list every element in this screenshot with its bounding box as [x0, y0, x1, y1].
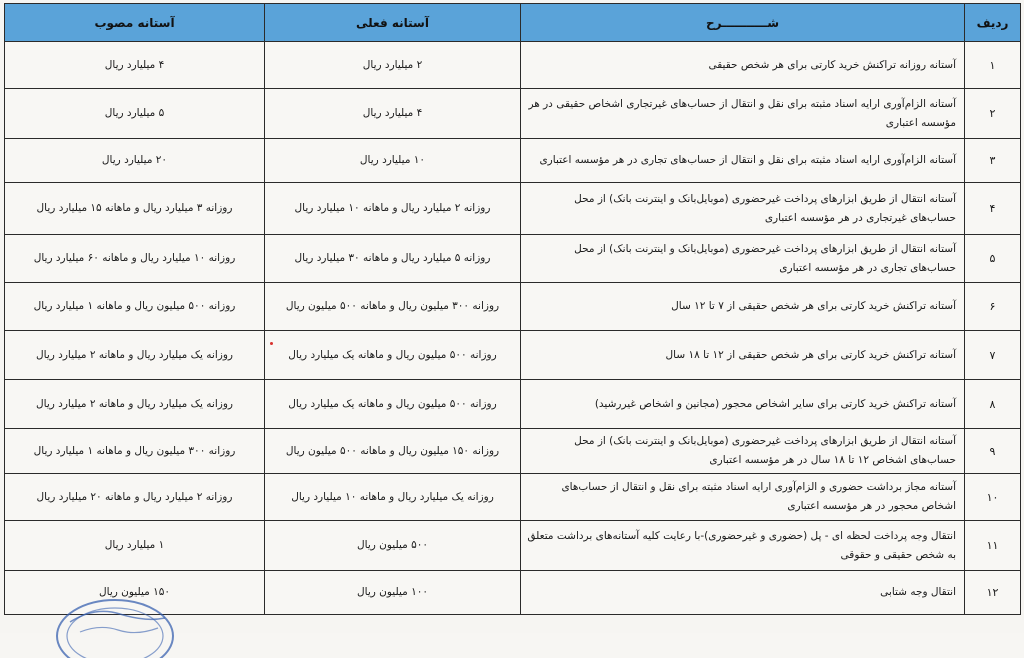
row-number: ۱۲ [965, 571, 1021, 615]
row-approved-threshold: روزانه ۲ میلیارد ریال و ماهانه ۲۰ میلیارد ریال [5, 474, 265, 521]
row-approved-threshold: روزانه یک میلیارد ریال و ماهانه ۲ میلیارد ریال [5, 380, 265, 429]
row-description: آستانه انتقال از طریق ابزارهای پرداخت غیرحضوری (موبایل‌بانک و اینترنت بانک) از محل حساب‌های غیرتجاری در هر مؤسسه اعتباری [521, 183, 965, 235]
row-current-threshold: ۵۰۰ میلیون ریال [265, 521, 521, 571]
row-current-threshold: روزانه ۳۰۰ میلیون ریال و ماهانه ۵۰۰ میلیون ریال [265, 283, 521, 331]
row-number: ۸ [965, 380, 1021, 429]
row-description: آستانه انتقال از طریق ابزارهای پرداخت غیرحضوری (موبایل‌بانک و اینترنت بانک) از محل حساب‌های اشخاص ۱۲ تا ۱۸ سال در هر مؤسسه اعتباری [521, 429, 965, 474]
table-row [5, 139, 1021, 183]
row-approved-threshold: روزانه یک میلیارد ریال و ماهانه ۲ میلیارد ریال [5, 331, 265, 380]
row-number: ۱ [965, 42, 1021, 89]
row-approved-threshold: ۱۵۰ میلیون ریال [5, 571, 265, 615]
row-description: آستانه تراکنش خرید کارتی برای هر شخص حقیقی از ۷ تا ۱۲ سال [521, 283, 965, 331]
row-current-threshold: روزانه ۲ میلیارد ریال و ماهانه ۱۰ میلیارد ریال [265, 183, 521, 235]
row-current-threshold: ۱۰۰ میلیون ریال [265, 571, 521, 615]
thresholds-table [4, 3, 1021, 615]
row-description: آستانه مجاز برداشت حضوری و الزام‌آوری ارایه اسناد مثبته برای نقل و انتقال از حساب‌های اشخاص محجور در هر مؤسسه اعتباری [521, 474, 965, 521]
header-description: شـــــــــــرح [521, 4, 965, 42]
row-number: ۴ [965, 183, 1021, 235]
header-row [5, 4, 1021, 42]
table-row [5, 521, 1021, 571]
table-row [5, 42, 1021, 89]
row-number: ۹ [965, 429, 1021, 474]
row-current-threshold: روزانه ۱۵۰ میلیون ریال و ماهانه ۵۰۰ میلیون ریال [265, 429, 521, 474]
row-number: ۳ [965, 139, 1021, 183]
row-number: ۷ [965, 331, 1021, 380]
row-current-threshold: روزانه ۵۰۰ میلیون ریال و ماهانه یک میلیارد ریال [265, 380, 521, 429]
row-description: آستانه الزام‌آوری ارایه اسناد مثبته برای نقل و انتقال از حساب‌های غیرتجاری اشخاص حقیقی در هر مؤسسه اعتباری [521, 89, 965, 139]
table-row [5, 571, 1021, 615]
row-current-threshold: ۱۰ میلیارد ریال [265, 139, 521, 183]
row-current-threshold: روزانه یک میلیارد ریال و ماهانه ۱۰ میلیارد ریال [265, 474, 521, 521]
header-approved-threshold: آستانه مصوب [5, 4, 265, 42]
row-approved-threshold: روزانه ۳۰۰ میلیون ریال و ماهانه ۱ میلیارد ریال [5, 429, 265, 474]
row-current-threshold: روزانه ۵۰۰ میلیون ریال و ماهانه یک میلیارد ریال [265, 331, 521, 380]
row-description: آستانه انتقال از طریق ابزارهای پرداخت غیرحضوری (موبایل‌بانک و اینترنت بانک) از محل حساب‌های تجاری در هر مؤسسه اعتباری [521, 235, 965, 283]
row-number: ۵ [965, 235, 1021, 283]
row-approved-threshold: ۱ میلیارد ریال [5, 521, 265, 571]
row-approved-threshold: ۴ میلیارد ریال [5, 42, 265, 89]
row-description: آستانه الزام‌آوری ارایه اسناد مثبته برای نقل و انتقال از حساب‌های تجاری در هر مؤسسه اعتباری [521, 139, 965, 183]
row-approved-threshold: روزانه ۵۰۰ میلیون ریال و ماهانه ۱ میلیارد ریال [5, 283, 265, 331]
row-description: انتقال وجه شتابی [521, 571, 965, 615]
table-row [5, 283, 1021, 331]
table-body [5, 42, 1021, 615]
row-current-threshold: روزانه ۵ میلیارد ریال و ماهانه ۳۰ میلیارد ریال [265, 235, 521, 283]
table-header [5, 4, 1021, 42]
row-description: آستانه تراکنش خرید کارتی برای هر شخص حقیقی از ۱۲ تا ۱۸ سال [521, 331, 965, 380]
table-row [5, 331, 1021, 380]
row-approved-threshold: روزانه ۳ میلیارد ریال و ماهانه ۱۵ میلیارد ریال [5, 183, 265, 235]
row-number: ۲ [965, 89, 1021, 139]
row-approved-threshold: ۵ میلیارد ریال [5, 89, 265, 139]
header-row-number: ردیف [965, 4, 1021, 42]
row-approved-threshold: ۲۰ میلیارد ریال [5, 139, 265, 183]
row-number: ۶ [965, 283, 1021, 331]
row-number: ۱۱ [965, 521, 1021, 571]
table-row [5, 429, 1021, 474]
red-ink-dot [270, 342, 273, 345]
table-row [5, 474, 1021, 521]
row-number: ۱۰ [965, 474, 1021, 521]
table-row [5, 89, 1021, 139]
header-current-threshold: آستانه فعلی [265, 4, 521, 42]
row-description: انتقال وجه پرداخت لحظه ای - پل (حضوری و غیرحضوری)-با رعایت کلیه آستانه‌های برداشت متعلق به شخص حقیقی و حقوقی [521, 521, 965, 571]
table-row [5, 380, 1021, 429]
row-approved-threshold: روزانه ۱۰ میلیارد ریال و ماهانه ۶۰ میلیارد ریال [5, 235, 265, 283]
table-row [5, 235, 1021, 283]
row-current-threshold: ۴ میلیارد ریال [265, 89, 521, 139]
row-description: آستانه روزانه تراکنش خرید کارتی برای هر شخص حقیقی [521, 42, 965, 89]
row-current-threshold: ۲ میلیارد ریال [265, 42, 521, 89]
table-row [5, 183, 1021, 235]
row-description: آستانه تراکنش خرید کارتی برای سایر اشخاص محجور (مجانین و اشخاص غیررشید) [521, 380, 965, 429]
